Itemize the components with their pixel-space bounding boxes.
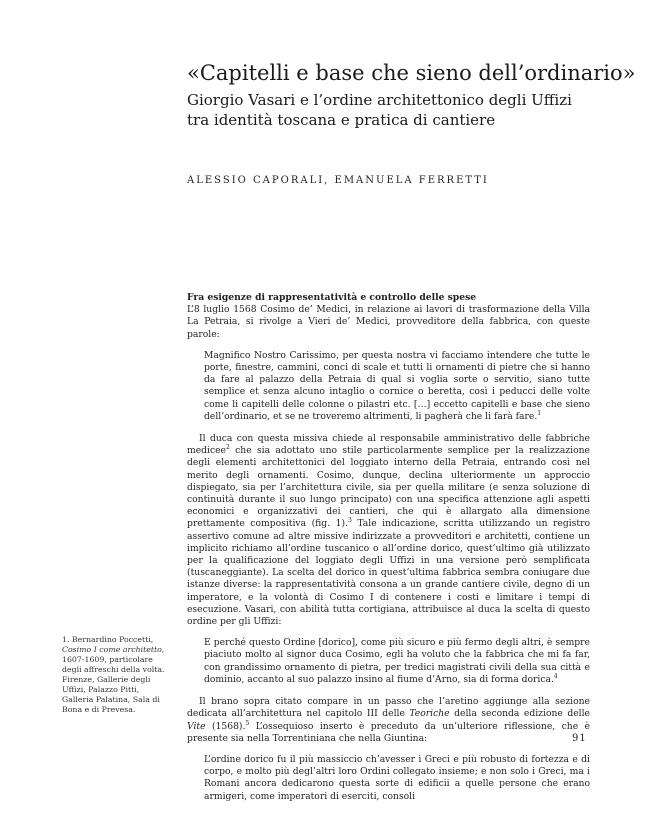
intro-paragraph: L’8 luglio 1568 Cosimo de’ Medici, in relazione ai lavori di trasformazione della Villa La Petraia, si rivolge a Vieri de’ Medici, provveditore della fabbrica, con queste parole: <box>187 304 590 340</box>
article-subtitle <box>187 90 572 130</box>
block-quote-1 <box>187 350 590 423</box>
paragraph-2-part-2: della seconda edizione delle <box>449 708 590 720</box>
paragraph-2-italic-vite: Vite <box>187 720 206 732</box>
article-title: «Capitelli e base che sieno dell’ordinario» <box>187 61 636 85</box>
caption-italic-title: Cosimo I come architetto <box>62 645 162 654</box>
quote-1-text: Magnifico Nostro Carissimo, per questa nostra vi facciamo intendere che tutte le porte, finestre, cammini, conci di scale et tutti li ornamenti di pietre che si hanno da fare al palazzo della Petraia di qual si voglia sorte o servitio, siano tutte semplice et senza alcuno intaglio o cornice o beretta, così i peducci delle volte come li capitelli delle colonne o pilastri etc. […] eccetto capitelli e base che sieno dell’ordinario, et se ne troveremo altrimenti, li pagherà che li farà fare. <box>204 349 590 422</box>
page-number: 91 <box>572 733 587 744</box>
footnote-ref-1: 1 <box>537 409 542 417</box>
figure-caption <box>62 635 172 715</box>
subtitle-line-1: Giorgio Vasari e l’ordine architettonico degli Uffizi <box>187 91 572 109</box>
authors: ALESSIO CAPORALI, EMANUELA FERRETTI <box>187 175 489 186</box>
block-quote-2 <box>187 637 590 686</box>
paragraph-1-part-1: Il duca con questa missiva chiede al responsabile amministrativo delle fabbriche medicee <box>187 433 590 457</box>
subtitle-line-2: tra identità toscana e pratica di cantiere <box>187 111 496 129</box>
section-heading: Fra esigenze di rappresentatività e controllo delle spese <box>187 292 477 303</box>
quote-2-text: E perché questo Ordine [dorico], come più sicuro e più fermo degli altri, è sempre piaciuto molto al signor duca Cosimo, egli ha voluto che la fabbrica che mi fa far, con grandissimo ornamento di pietra, per tredici magistrati civili della sua città e dominio, accanto al suo palazzo insino al fiume d’Arno, sia di forma dorica. <box>204 637 590 685</box>
paragraph-2 <box>187 696 590 745</box>
caption-part-2: , 1607-1609, particolare degli affreschi della volta. Firenze, Gallerie degli Uffizi, Palazzo Pitti, Galleria Palatina, Sala di Bona e di Prevesa. <box>62 645 165 714</box>
body-text <box>187 292 590 813</box>
paragraph-2-part-1: Il brano sopra citato compare in un passo che l’aretino aggiunge alla sezione dedicata all’architettura nel capitolo III delle <box>187 696 590 720</box>
footnote-ref-2: 2 <box>226 444 230 452</box>
footnote-ref-3: 3 <box>348 517 352 525</box>
paragraph-2-part-4: L’ossequioso inserto è preceduto da un’ulteriore riflessione, che è presente sia nella Torrentiniana che nella Giuntina: <box>187 720 590 744</box>
caption-part-1: 1. Bernardino Poccetti, <box>62 635 154 644</box>
paragraph-1 <box>187 433 590 628</box>
footnote-ref-4: 4 <box>553 672 558 680</box>
footnote-ref-5: 5 <box>245 719 250 727</box>
paragraph-1-part-2: che sia adottato uno stile particolarmente semplice per la realizzazione degli elementi architettonici del loggiato interno della Petraia, entrando così nel merito degli ornamenti. Cosimo, dunque, declina ulteriormente un approccio dispiegato, sia per l’architettura civile, sia per quella militare (e senza soluzione di continuità durante il suo lungo principato) con una specifica attenzione agli aspetti economici e organizzativi dei cantieri, che qui è allargato alla dimensione prettamente compositiva (fig. 1). <box>187 445 590 530</box>
block-quote-3: L’ordine dorico fu il più massiccio ch’avesser i Greci e più robusto di fortezza e di corpo, e molto più degl’altri loro Ordini collegato insieme; e non solo i Greci, ma i Romani ancora dedicarono questa sorte di edificii a quelle persone che erano armigeri, come imperatori di eserciti, consoli <box>204 753 590 802</box>
paragraph-1-part-3: Tale indicazione, scritta utilizzando un registro assertivo comune ad altre missive indirizzate a provveditori e architetti, contiene un implicito richiamo all’ordine tuscanico o all’ordine dorico, quest’ultimo già utilizzato per la qualificazione del loggiato degli Uffizi in una versione però semplificata (tuscaneggiante). La scelta del dorico in quest’ultima fabbrica sembra coniugare due istanze diverse: la rappresentatività consona a un grande cantiere civile, degno di un imperatore, e la volontà di Cosimo I di contenere i costi e limitare i tempi di esecuzione. Vasari, con abilità tutta cortigiana, attribuisce al duca la scelta di questo ordine per gli Uffizi: <box>187 518 591 628</box>
paragraph-2-italic-teoriche: Teoriche <box>409 708 450 720</box>
paragraph-2-part-3: (1568). <box>205 720 246 732</box>
